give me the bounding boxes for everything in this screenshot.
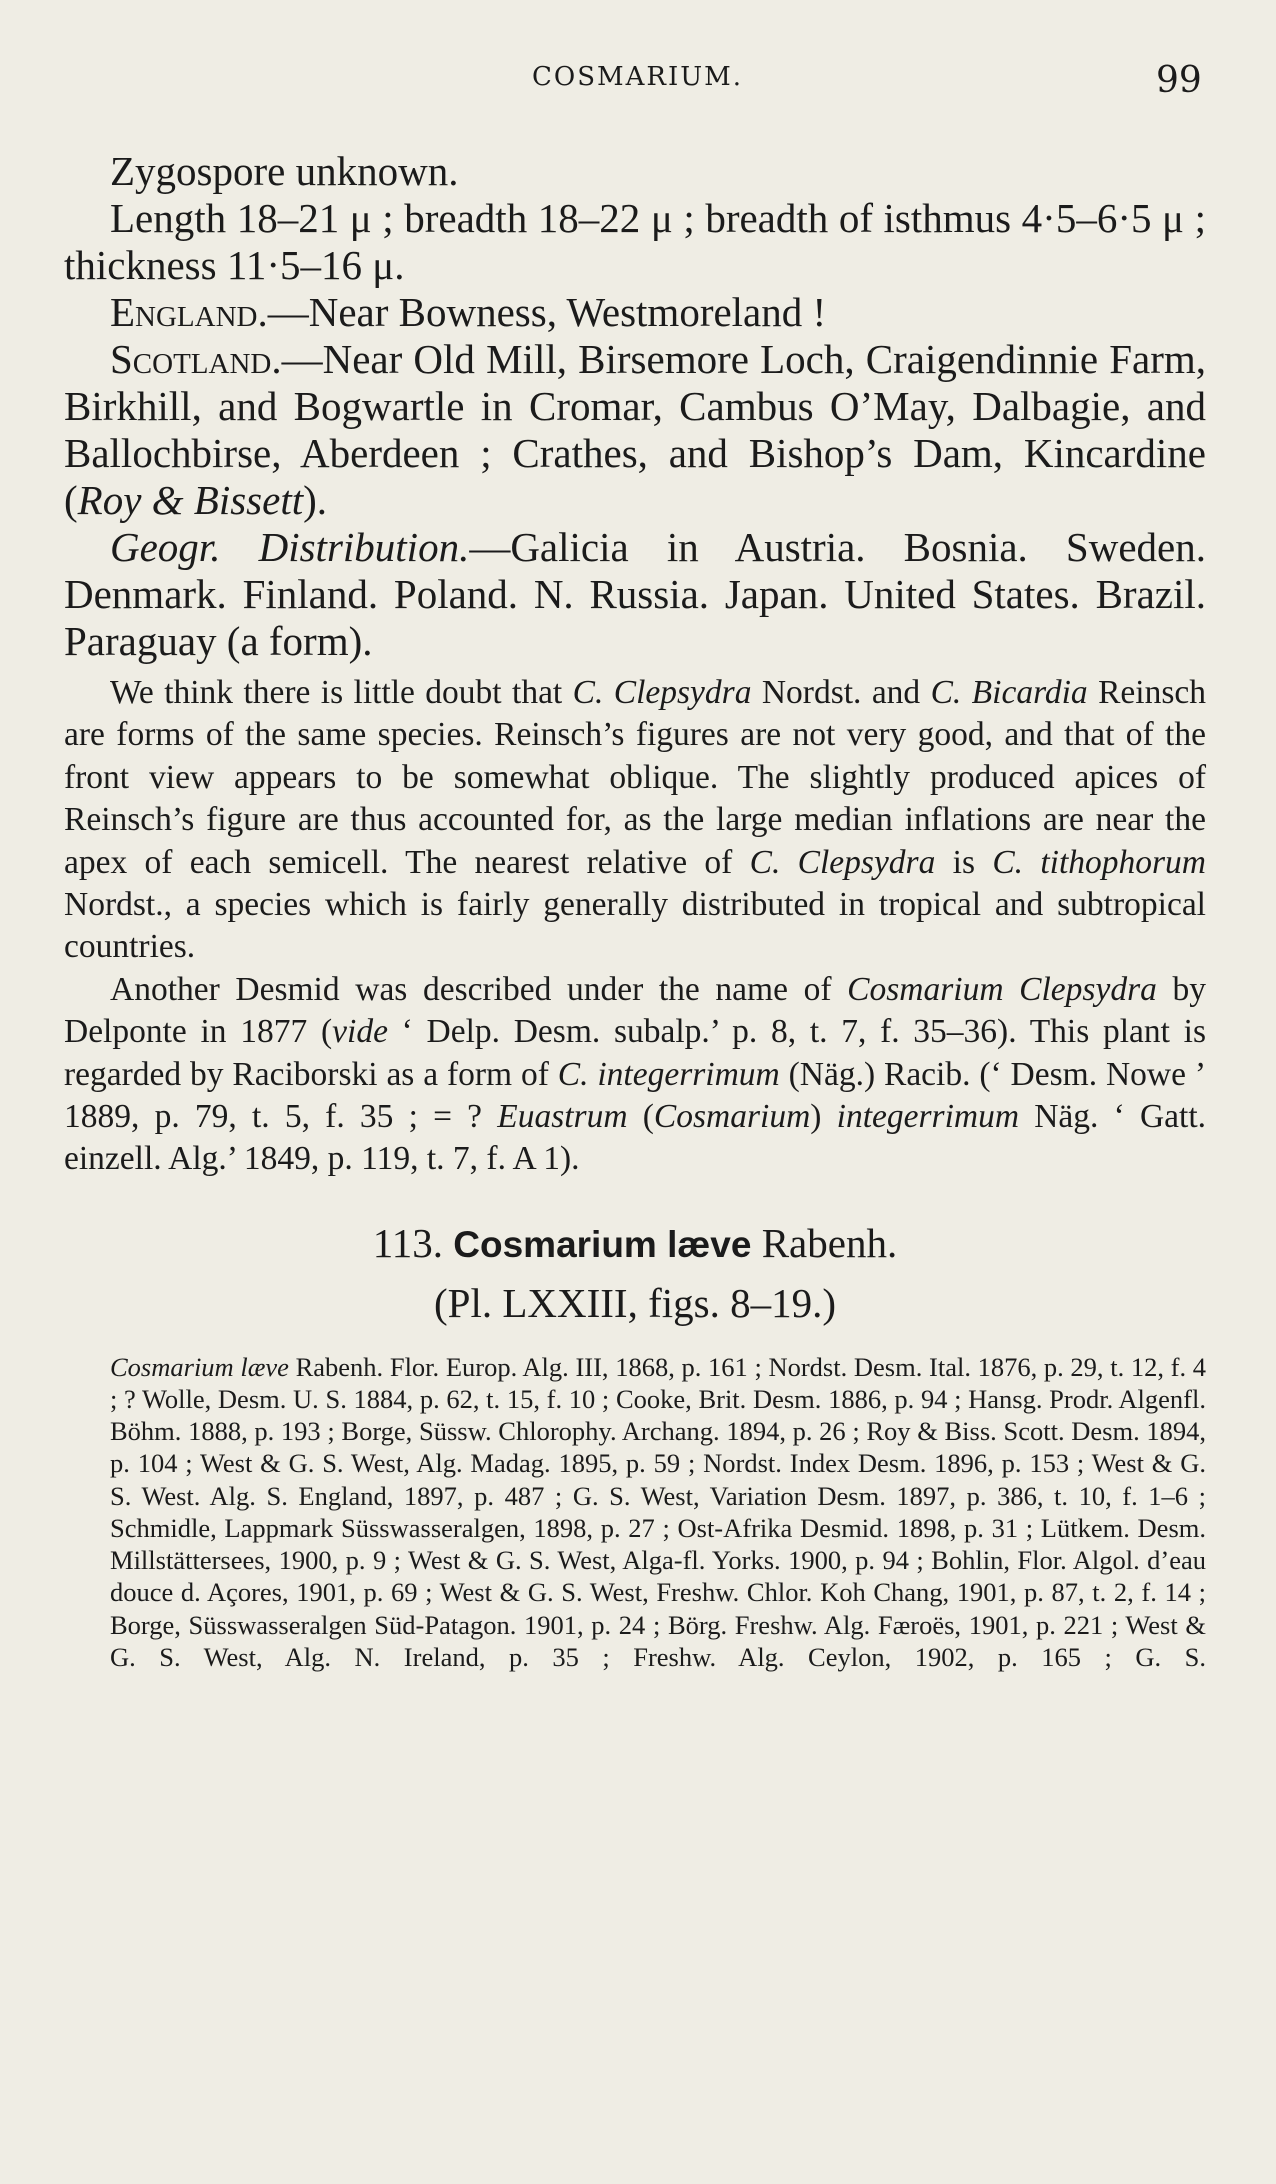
body-text	[64, 148, 1206, 1673]
species-author: Rabenh.	[761, 1219, 898, 1266]
geogr-label: Geogr. Distribution.	[110, 524, 470, 570]
species-name: C. Clepsydra	[572, 674, 752, 711]
synonymy-paragraph	[110, 1351, 1206, 1673]
text-run: Another Desmid was described under the name of	[110, 970, 848, 1008]
page-number: 99	[1156, 60, 1202, 101]
text-run: by Delponte in 1877 (	[64, 970, 1207, 1051]
text-run: Näg. ‘ Gatt. einzell. Alg.’ 1849, p. 119, t. 7, f. A 1).	[64, 1098, 1206, 1178]
genus-name: Euastrum	[497, 1098, 628, 1136]
geogr-text: —Galicia in Austria. Bosnia. Sweden. Denmark. Finland. Poland. N. Russia. Japan. United States. Brazil. Paraguay (a form).	[64, 524, 1206, 664]
text-run: (Näg.) Racib. (‘ Desm. Nowe ’ 1889, p. 79, t. 5, f. 35 ; = ?	[64, 1055, 1206, 1136]
text-run: Reinsch are forms of the same species. Reinsch’s figures are not very good, and that of the front view appears to be somewhat oblique. The slightly produced apices of Reinsch’s figure are thus accounted for, as the large median inflations are near the apex of each semicell. The nearest relative of	[64, 674, 1207, 881]
text-run: (	[627, 1098, 654, 1136]
another-desmid-paragraph	[64, 969, 1206, 1181]
scotland-close: ).	[303, 477, 328, 523]
england-label: England.	[110, 289, 268, 335]
synonymy-species-name: Cosmarium læve	[110, 1351, 289, 1382]
measurements-paragraph: Length 18–21 μ ; breadth 18–22 μ ; breadth of isthmus 4·5–6·5 μ ; thickness 11·5–16 μ.	[64, 195, 1206, 288]
scotland-authority: Roy & Bissett	[77, 477, 304, 523]
species-name: Cosmarium Clepsydra	[847, 970, 1157, 1008]
genus-name: Cosmarium	[653, 1098, 811, 1136]
species-name: C. integerrimum	[557, 1055, 780, 1093]
discussion-paragraph	[64, 672, 1206, 969]
text-run: )	[810, 1098, 837, 1136]
zygospore-paragraph: Zygospore unknown.	[110, 148, 459, 194]
england-text: —Near Bowness, Westmoreland !	[267, 289, 827, 335]
scotland-text: —Near Old Mill, Birsemore Loch, Craigendinnie Farm, Birkhill, and Bogwartle in Cromar, Cambus O’May, Dalbagie, and Ballochbirse, Aberdeen ; Crathes, and Bishop’s Dam, Kincardine (	[64, 336, 1206, 523]
text-run: We think there is little doubt that	[110, 674, 573, 711]
geogr-paragraph	[64, 524, 1206, 665]
page-header	[0, 62, 1276, 112]
species-name: C. Clepsydra	[749, 843, 936, 881]
text-run: is	[935, 843, 993, 881]
discussion-block	[64, 672, 1206, 1181]
species-title	[64, 1217, 1206, 1271]
text-run: ‘ Delp. Desm. subalp.’ p. 8, t. 7, f. 35–36). This plant is regarded by Raciborski as a form of	[64, 1013, 1206, 1093]
scotland-label: Scotland.	[110, 336, 282, 382]
synonymy-block	[110, 1351, 1206, 1673]
species-plate-reference: (Pl. LXXIII, figs. 8–19.)	[434, 1279, 836, 1326]
description-block	[64, 148, 1206, 665]
species-name: C. Bicardia	[930, 674, 1088, 711]
species-epithet: integerrimum	[836, 1098, 1020, 1136]
species-heading	[64, 1217, 1206, 1335]
species-number: 113.	[372, 1219, 444, 1266]
synonymy-text: Rabenh. Flor. Europ. Alg. III, 1868, p. 161 ; Nordst. Desm. Ital. 1876, p. 29, t. 12, f. 4 ; ? Wolle, Desm. U. S. 1884, p. 62, t. 15, f. 10 ; Cooke, Brit. Desm. 1886, p. 94 ; Hansg. Prodr. Algenfl. Böhm. 1888, p. 193 ; Borge, Süssw. Chlorophy. Archang. 1894, p. 26 ; Roy & Biss. Scott. Desm. 1894, p. 104 ; West & G. S. West, Alg. Madag. 1895, p. 59 ; Nordst. Index Desm. 1896, p. 153 ; West & G. S. West. Alg. S. England, 1897, p. 487 ; G. S. West, Variation Desm. 1897, p. 386, t. 10, f. 1–6 ; Schmidle, Lappmark Süsswasseralgen, 1898, p. 27 ; Ost-Afrika Desmid. 1898, p. 31 ; Lütkem. Desm. Millstättersees, 1900, p. 9 ; West & G. S. West, Alga-fl. Yorks. 1900, p. 94 ; Bohlin, Flor. Algol. d’eau douce d. Açores, 1901, p. 69 ; West & G. S. West, Freshw. Chlor. Koh Chang, 1901, p. 87, t. 2, f. 14 ; Borge, Süsswasseralgen Süd-Patagon. 1901, p. 24 ; Börg. Freshw. Alg. Færoës, 1901, p. 221 ; West & G. S. West, Alg. N. Ireland, p. 35 ; Freshw. Alg. Ceylon, 1902, p. 165 ; G. S.	[110, 1351, 1207, 1672]
species-name: Cosmarium læve	[453, 1223, 752, 1265]
latin-term: vide	[332, 1013, 388, 1051]
text-run: Nordst., a species which is fairly generally distributed in tropical and subtropical countries.	[64, 886, 1206, 966]
species-name: C. tithophorum	[992, 843, 1206, 881]
running-head: COSMARIUM.	[532, 62, 744, 92]
england-paragraph	[64, 289, 1206, 336]
text-run: Nordst. and	[751, 674, 931, 711]
scotland-paragraph	[64, 336, 1206, 524]
